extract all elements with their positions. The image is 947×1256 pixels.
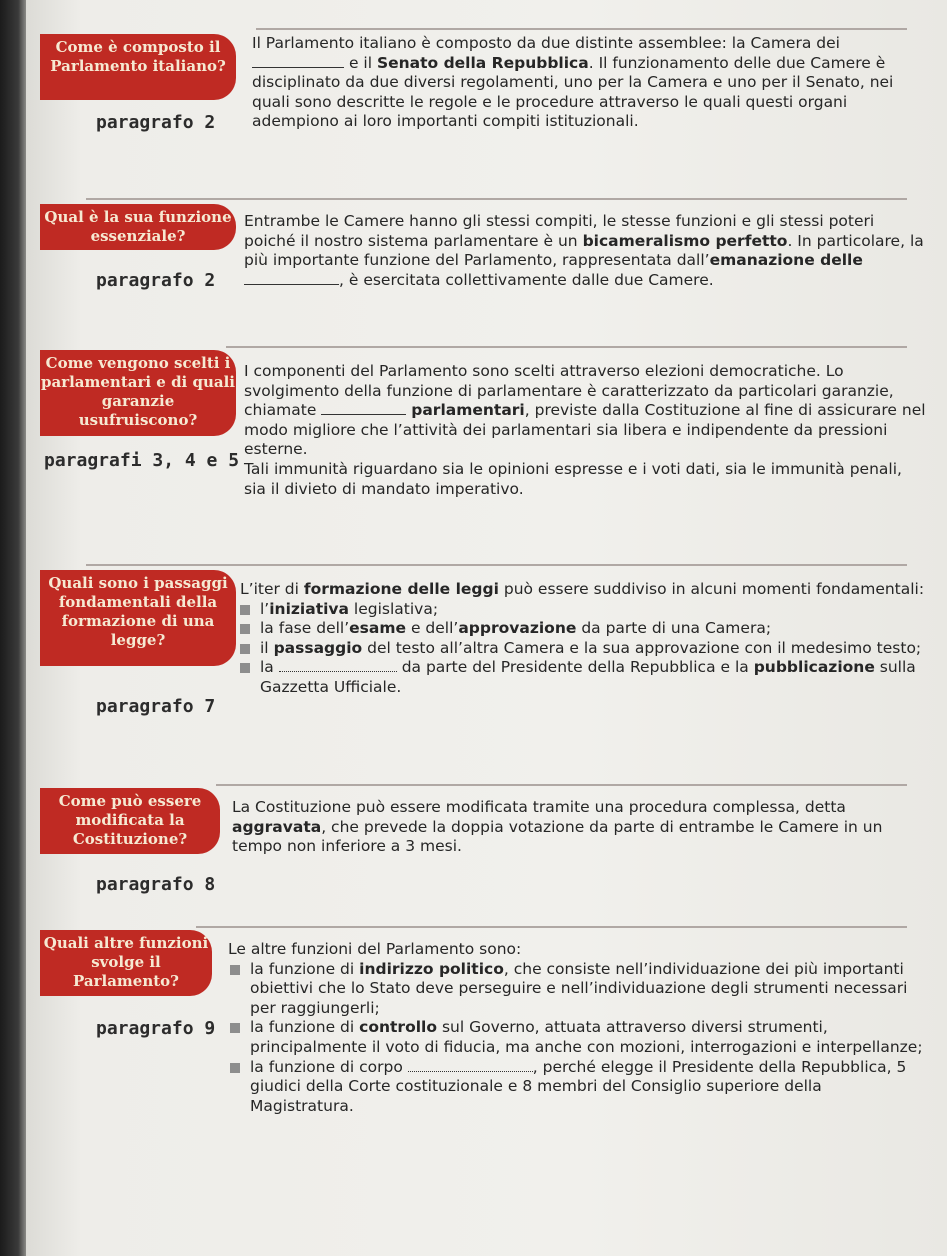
section-divider (256, 28, 907, 30)
fill-in-blank[interactable] (279, 659, 397, 672)
paragraph-reference: paragrafi 3, 4 e 5 (44, 450, 240, 471)
paragraph-reference: paragrafo 8 (96, 874, 216, 895)
book-spine-shadow (0, 0, 26, 1256)
fill-in-blank[interactable] (408, 1059, 533, 1072)
bullet-square-icon (240, 663, 250, 673)
question-box: Quali altre funzioni svolge il Parlamento? (40, 930, 212, 996)
paragraph-reference: paragrafo 7 (96, 696, 216, 717)
question-box: Quali sono i passaggi fondamentali della formazione di una legge? (40, 570, 236, 666)
question-box: Come è composto il Parlamento italiano? (40, 34, 236, 100)
section-divider (226, 346, 907, 348)
list-item: la funzione di indirizzo politico, che consiste nell’individuazione dei più importanti obiettivi che lo Stato deve perseguire e nell’individuazione degli strumenti necessari per raggiungerli; (250, 960, 928, 1019)
section-divider (86, 198, 907, 200)
list-item: la fase dell’esame e dell’approvazione da parte di una Camera; (260, 619, 928, 639)
steps-list (260, 600, 928, 698)
answer-text: La Costituzione può essere modificata tramite una procedura complessa, detta aggravata, che prevede la doppia votazione da parte di entrambe le Camere in un tempo non inferiore a 3 mesi. (232, 798, 883, 856)
list-item: il passaggio del testo all’altra Camera e la sua approvazione con il medesimo testo; (260, 639, 928, 659)
list-item: la funzione di controllo sul Governo, attuata attraverso diversi strumenti, principalmente il voto di fiducia, ma anche con mozioni, interrogazioni e interpellanze; (250, 1018, 928, 1057)
bullet-square-icon (230, 1023, 240, 1033)
bullet-square-icon (240, 605, 250, 615)
bullet-square-icon (240, 624, 250, 634)
section-divider (196, 926, 907, 928)
list-item: la da parte del Presidente della Repubblica e la pubblicazione sulla Gazzetta Ufficiale. (260, 658, 928, 697)
paragraph-reference: paragrafo 9 (96, 1018, 216, 1039)
list-item: l’iniziativa legislativa; (260, 600, 928, 620)
answer-text: Entrambe le Camere hanno gli stessi compiti, le stesse funzioni e gli stessi poteri poiché il nostro sistema parlamentare è un bicameralismo perfetto. In particolare, la più importante funzione del Parlamento, rappresentata dall’emanazione delle , è esercitata collettivamente dalle due Camere. (244, 212, 924, 289)
question-box: Come vengono scelti i parlamentari e di quali garanzie usufruiscono? (40, 350, 236, 436)
question-box: Come può essere modificata la Costituzione? (40, 788, 220, 854)
section-divider (216, 784, 907, 786)
list-item: la funzione di corpo , perché elegge il Presidente della Repubblica, 5 giudici della Corte costituzionale e 8 membri del Consiglio superiore della Magistratura. (250, 1058, 928, 1117)
fill-in-blank[interactable] (244, 272, 339, 285)
fill-in-blank[interactable] (252, 55, 344, 68)
bullet-square-icon (230, 965, 240, 975)
fill-in-blank[interactable] (321, 402, 406, 415)
answer-text: L’iter di formazione delle leggi può essere suddiviso in alcuni momenti fondamentali: l’iniziativa legislativa; la fase dell’esame e dell’approvazione da parte di una Camera; il passaggio del testo all’altra Camera e la sua approvazione con il medesimo testo; la da parte del Presidente della Repubblica e la pubblicazione sulla Gazzetta Ufficiale. (240, 580, 928, 698)
bullet-square-icon (240, 644, 250, 654)
answer-text: I componenti del Parlamento sono scelti attraverso elezioni democratiche. Lo svolgimento della funzione di parlamentare è caratterizzato da particolari garanzie, chiamate parlamentari, previste dalla Costituzione al fine di assicurare nel modo migliore che l’attività dei parlamentari sia libera e indipendente da pressioni esterne. Tali immunità riguardano sia le opinioni espresse e i voti dati, sia le immunità penali, sia il divieto di mandato imperativo. (244, 362, 926, 498)
paragraph-reference: paragrafo 2 (96, 112, 216, 133)
textbook-page (26, 0, 947, 1256)
functions-list (250, 960, 928, 1117)
section-divider (86, 564, 907, 566)
answer-text: Le altre funzioni del Parlamento sono: la funzione di indirizzo politico, che consiste nell’individuazione dei più importanti obiettivi che lo Stato deve perseguire e nell’individuazione degli strumenti necessari per raggiungerli; la funzione di controllo sul Governo, attuata attraverso diversi strumenti, principalmente il voto di fiducia, ma anche con mozioni, interrogazioni e interpellanze; la funzione di corpo , perché elegge il Presidente della Repubblica, 5 giudici della Corte costituzionale e 8 membri del Consiglio superiore della Magistratura. (228, 940, 928, 1116)
answer-text: Il Parlamento italiano è composto da due distinte assemblee: la Camera dei e il Senato della Repubblica. Il funzionamento delle due Camere è disciplinato da due diversi regolamenti, uno per la Camera e uno per il Senato, nei quali sono descritte le regole e le procedure attraverso le quali questi organi adempiono ai loro importanti compiti istituzionali. (252, 34, 894, 131)
bullet-square-icon (230, 1063, 240, 1073)
paragraph-reference: paragrafo 2 (96, 270, 216, 291)
question-box: Qual è la sua funzione essenziale? (40, 204, 236, 250)
